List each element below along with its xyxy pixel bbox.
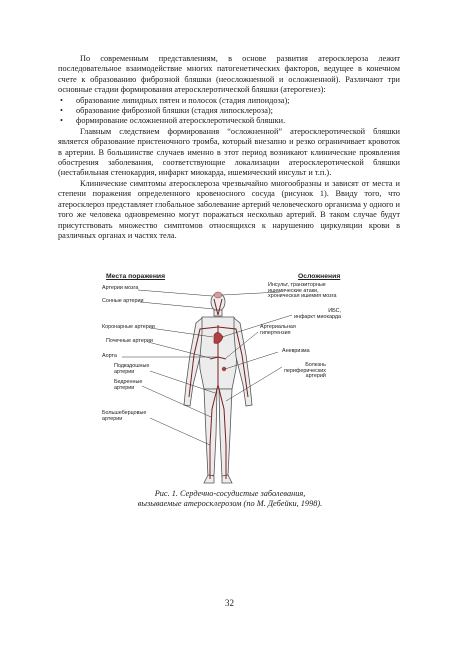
- list-item: • образование липидных пятен и полосок (стадия липоидоза);: [58, 96, 400, 106]
- caption-line-1: Рис. 1. Сердечно-сосудистые заболевания,: [154, 489, 306, 498]
- figure-caption: [60, 489, 400, 510]
- label-aorta: Аорта: [102, 353, 117, 359]
- sites-header: Места поражения: [106, 273, 166, 280]
- label-carotid-arteries: Сонные артерии: [102, 298, 144, 304]
- caption-line-2: вызываемые атеросклерозом (по М. Дебейки, 1998).: [137, 499, 323, 509]
- label-tibial-arteries: Большеберцовые артерии: [102, 410, 147, 422]
- label-renal-arteries: Почечные артерии: [106, 338, 153, 344]
- list-item: • образование фиброзной бляшки (стадия липосклероза);: [58, 106, 400, 116]
- label-aneurysm: Аневризма: [282, 348, 310, 354]
- body-text: [58, 54, 400, 241]
- paragraph-3: Клинические симптомы атеросклероза чрезвычайно многообразны и зависят от места и степени поражения определенного кровеносного сосуда (рисунок 1). Ввиду того, что атеросклероз представляет глобальное заболевание артерий человеческого организма у одного и того же человека одновременно могут поражаться несколько артерий. В таком случае будут присутствовать множество симптомов относящихся к нарушению циркуляции крови в различных органах и частях тела.: [58, 178, 400, 240]
- complications-header: Осложнения: [298, 273, 341, 280]
- label-hypertension: Артериальная гипертензия: [260, 324, 296, 336]
- label-coronary-arteries: Коронарные артерии: [102, 324, 155, 330]
- label-peripheral-disease: Болезнь периферических артерий: [284, 362, 326, 380]
- page-number: 32: [225, 598, 234, 608]
- label-femoral-arteries: Бедренные артерии: [114, 379, 143, 391]
- paragraph-2: Главным следствием формирования “осложненной” атеросклеротической бляшки является образование пристеночного тромба, который внезапно и резко ограничивает кровоток в артерии. В большинстве случаев именно в этот период возникают клинические проявления обострения заболевания, соответствующие локализации атеросклеротической бляшки (нестабильная стенокардия, инфаркт миокарда, ишемический инсульт и т.п.).: [58, 126, 400, 178]
- list-item: • формирование осложненной атеросклеротической бляшки.: [58, 116, 400, 126]
- label-cerebral-arteries: Артерии мозга: [102, 285, 139, 291]
- figure-1: [100, 273, 370, 490]
- paragraph-1: По современным представлениям, в основе развития атеросклероза лежит последовательное взаимодействие многих патогенетических факторов, ведущее в конечном счете к образованию фиброзной бляшки (неосложненной и осложненной). Различают три основные стадии формирования атеросклеротической бляшки (атерогенез):: [58, 54, 400, 95]
- stages-list: [58, 96, 400, 127]
- label-ihd: ИБС, инфаркт миокарда: [294, 308, 342, 320]
- label-iliac-arteries: Подвздошные артерии: [114, 363, 150, 375]
- label-stroke: Инсульт, транзиторные ишемические атаки, хроническая ишемия мозга: [268, 282, 337, 300]
